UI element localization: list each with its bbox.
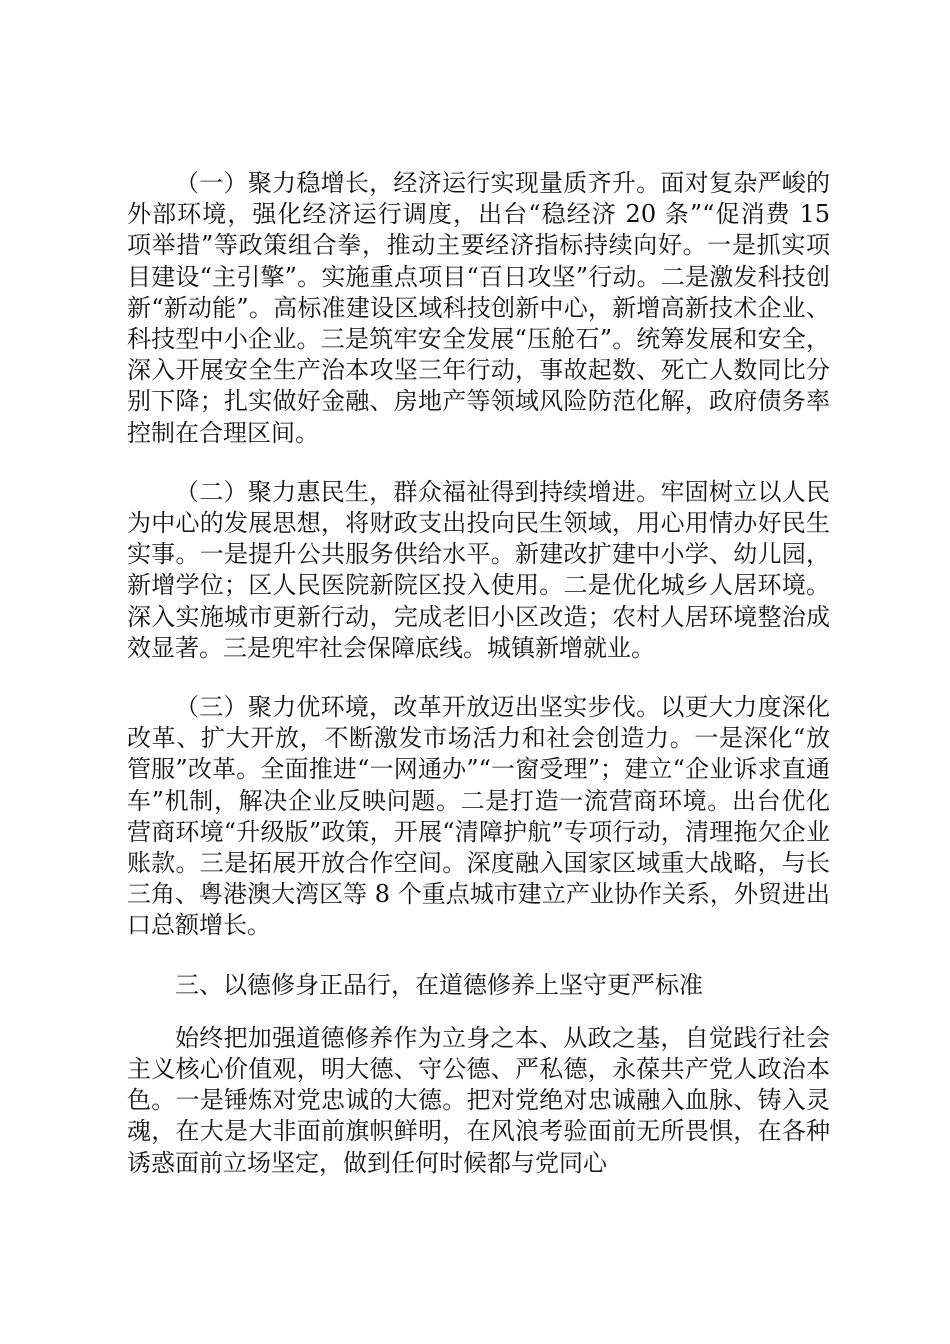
paragraph-morality: 始终把加强道德修养作为立身之本、从政之基，自觉践行社会主义核心价值观，明大德、守公德、严私德，永葆共产党人政治本色。一是锤炼对党忠诚的大德。把对党绝对忠诚融入血脉、铸入灵魂，在大是大非面前旗帜鲜明，在风浪考验面前无所畏惧，在各种诱惑面前立场坚定，做到任何时候都与党同心: [127, 1023, 830, 1177]
paragraph-environment: （三）聚力优环境，改革开放迈出坚实步伐。以更大力度深化改革、扩大开放，不断激发市场活力和社会创造力。一是深化“放管服”改革。全面推进“一网通办”“一窗受理”；建立“企业诉求直通车”机制，解决企业反映问题。二是打造一流营商环境。出台优化营商环境“升级版”政策，开展“清障护航”专项行动，清理拖欠企业账款。三是拓展开放合作空间。深度融入国家区域重大战略，与长三角、粤港澳大湾区等 8 个重点城市建立产业协作关系，外贸进出口总额增长。: [127, 693, 830, 940]
document-page: [127, 168, 830, 1179]
paragraph-economy: （一）聚力稳增长，经济运行实现量质齐升。面对复杂严峻的外部环境，强化经济运行调度，出台“稳经济 20 条”“促消费 15 项举措”等政策组合拳，推动主要经济指标持续向好。一是抓实项目建设“主引擎”。实施重点项目“百日攻坚”行动。二是激发科技创新“新动能”。高标准建设区域科技创新中心，新增高新技术企业、科技型中小企业。三是筑牢安全发展“压舱石”。统筹发展和安全，深入开展安全生产治本攻坚三年行动，事故起数、死亡人数同比分别下降；扎实做好金融、房地产等领域风险防范化解，政府债务率控制在合理区间。: [127, 169, 830, 447]
section-heading-morality: 三、以德修身正品行，在道德修养上坚守更严标准: [175, 970, 703, 999]
paragraph-livelihood: （二）聚力惠民生，群众福祉得到持续增进。牢固树立以人民为中心的发展思想，将财政支出投向民生领域，用心用情办好民生实事。一是提升公共服务供给水平。新建改扩建中小学、幼儿园，新增学位；区人民医院新院区投入使用。二是优化城乡人居环境。深入实施城市更新行动，完成老旧小区改造；农村人居环境整治成效显著。三是兜牢社会保障底线。城镇新增就业。: [127, 477, 830, 662]
